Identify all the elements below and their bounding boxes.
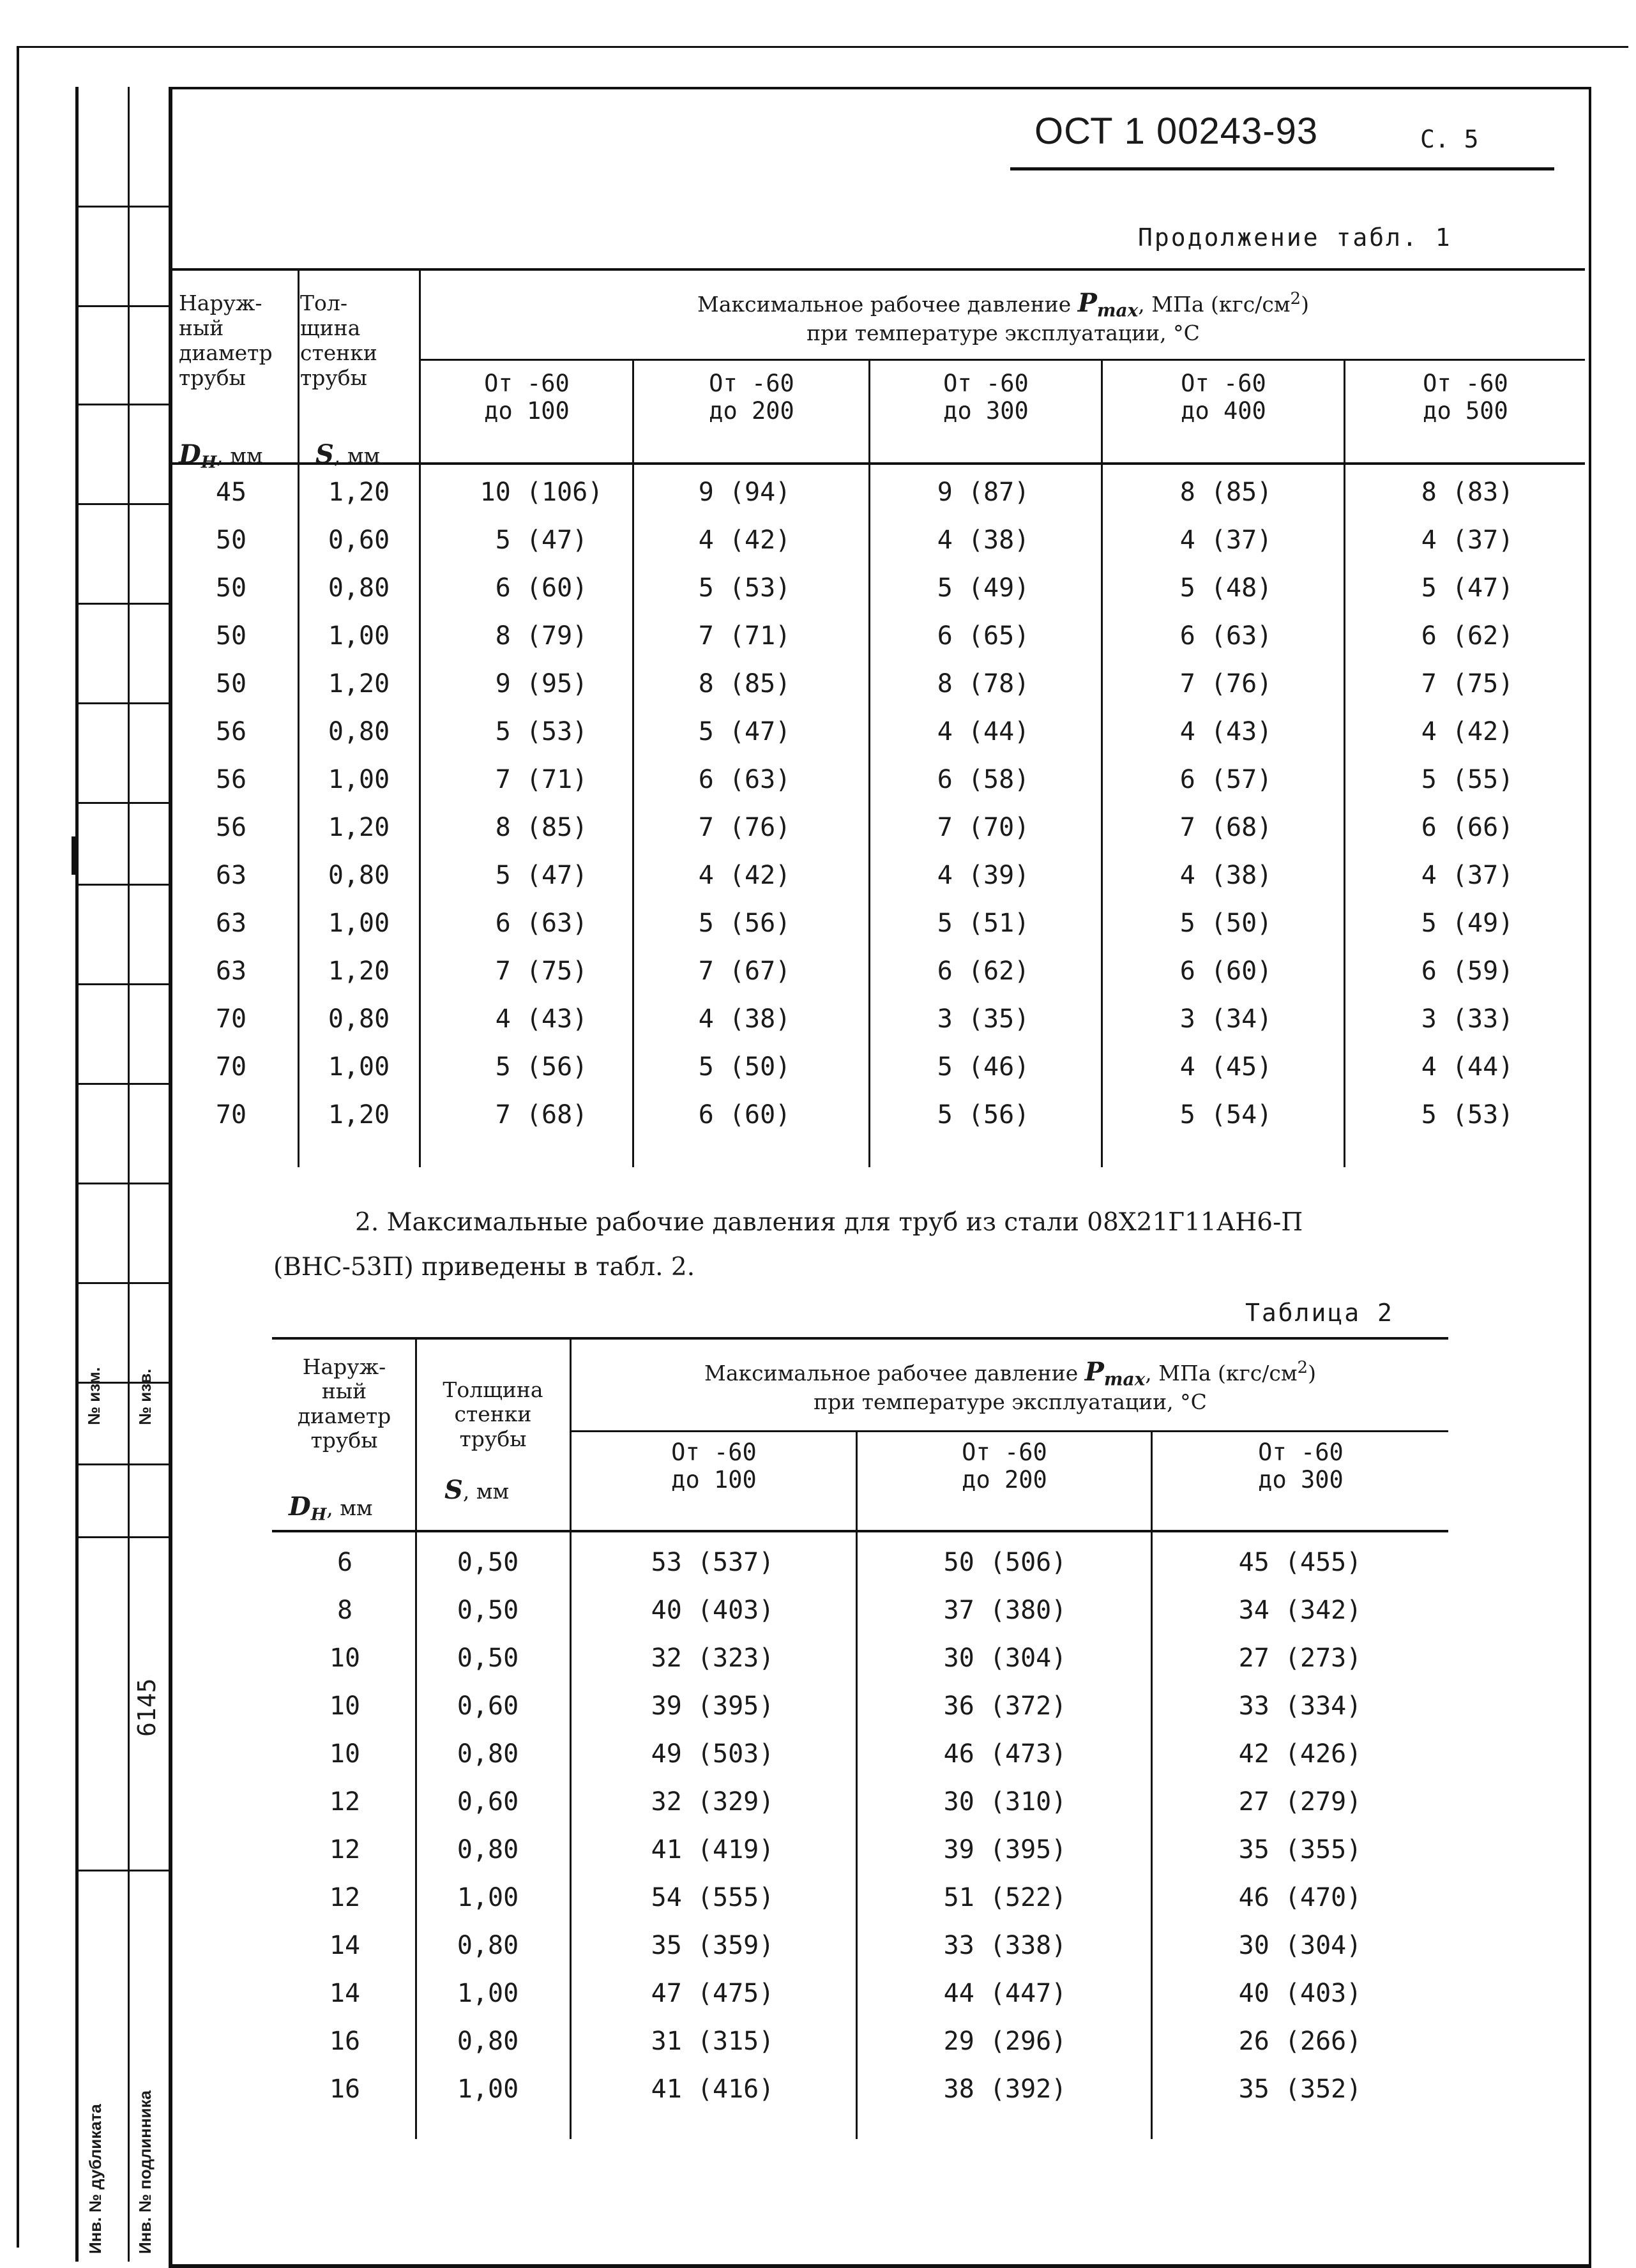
strip-separator (75, 1536, 169, 1538)
dh-subscript: H (310, 1505, 327, 1525)
table2-temp-rule (570, 1430, 1448, 1432)
table-cell: 6 (63) (698, 765, 791, 794)
table-cell: 12 (329, 1835, 361, 1864)
table-cell: 70 (215, 1052, 247, 1082)
strip-separator (75, 802, 169, 804)
table-cell: 7 (75) (495, 956, 588, 986)
table-cell: 16 (329, 2027, 361, 2056)
table-cell: 56 (215, 717, 247, 746)
table-cell: 54 (555) (651, 1883, 775, 1912)
table-cell: 33 (334) (1238, 1691, 1362, 1721)
table-cell: 7 (68) (495, 1100, 588, 1130)
strip-separator (75, 1870, 169, 1871)
document-code: ОСТ 1 00243-93 (1034, 110, 1319, 152)
table-cell: 4 (43) (1179, 717, 1273, 746)
table-cell: 6 (65) (937, 621, 1030, 651)
strip-separator (75, 206, 169, 208)
table-cell: 30 (304) (1238, 1931, 1362, 1960)
paragraph-line2: (ВНС-53П) приведены в табл. 2. (273, 1253, 695, 1281)
table-cell: 10 (329, 1739, 361, 1769)
table-cell: 4 (38) (1179, 861, 1273, 890)
table2-top-rule (272, 1337, 1448, 1340)
strip-separator (75, 1463, 169, 1465)
table-cell: 26 (266) (1238, 2027, 1362, 2056)
table-cell: 6 (60) (495, 573, 588, 603)
table-cell: 1,00 (328, 909, 390, 938)
strip-separator (75, 1083, 169, 1085)
table-cell: 0,60 (328, 525, 390, 555)
inv-podlinnika-label: Инв. № подлинника (135, 2090, 155, 2254)
table-cell: 5 (56) (698, 909, 791, 938)
table-cell: 0,50 (457, 1596, 519, 1625)
table-cell: 4 (42) (698, 861, 791, 890)
table-cell: 0,80 (328, 717, 390, 746)
table-cell: 1,00 (328, 1052, 390, 1082)
table2-header-rule (272, 1530, 1448, 1532)
table-cell: 8 (83) (1421, 478, 1514, 507)
table-cell: 12 (329, 1787, 361, 1817)
table1-col-line (1101, 359, 1103, 1167)
table-cell: 42 (426) (1238, 1739, 1362, 1769)
table-cell: 46 (470) (1238, 1883, 1362, 1912)
table-cell: 1,20 (328, 669, 390, 699)
table-cell: 5 (49) (937, 573, 1030, 603)
table-cell: 6 (60) (1179, 956, 1273, 986)
table-cell: 8 (78) (937, 669, 1030, 699)
table-cell: 7 (76) (698, 813, 791, 842)
table-cell: 5 (46) (937, 1052, 1030, 1082)
table-cell: 5 (48) (1179, 573, 1273, 603)
table-cell: 5 (47) (495, 861, 588, 890)
table-cell: 6 (58) (937, 765, 1030, 794)
s-symbol: S (444, 1475, 463, 1505)
table-cell: 1,00 (328, 765, 390, 794)
table-cell: 0,80 (328, 1004, 390, 1034)
table1-col-line (1344, 359, 1345, 1167)
unit-close: ) (1308, 1361, 1316, 1386)
izm-label: № изм. (84, 1367, 103, 1425)
table-cell: 4 (44) (1421, 1052, 1514, 1082)
dh-subscript: H (201, 453, 217, 472)
table1-col-diameter-header: Наруж- ный диаметр трубы (179, 291, 273, 390)
table-cell: 6 (60) (698, 1100, 791, 1130)
table2-col-line (570, 1337, 572, 2139)
table-cell: 5 (50) (698, 1052, 791, 1082)
table-cell: 12 (329, 1883, 361, 1912)
table-cell: 5 (50) (1179, 909, 1273, 938)
table-cell: 4 (45) (1179, 1052, 1273, 1082)
table1-temp-rule (419, 359, 1585, 361)
table-cell: 27 (279) (1238, 1787, 1362, 1817)
dh-symbol: D (179, 439, 201, 469)
table-cell: 4 (37) (1421, 525, 1514, 555)
table-cell: 4 (39) (937, 861, 1030, 890)
table-cell: 70 (215, 1004, 247, 1034)
table-cell: 40 (403) (651, 1596, 775, 1625)
dh-unit: , мм (326, 1495, 373, 1520)
table-cell: 63 (215, 956, 247, 986)
strip-separator (75, 1282, 169, 1284)
table-cell: 30 (310) (943, 1787, 1067, 1817)
table-cell: 5 (53) (698, 573, 791, 603)
pressure-label: Максимальное рабочее давление (697, 292, 1072, 317)
temperature-label: при температуре эксплуатации, (814, 1389, 1174, 1415)
table1-temp-header-100: От -60 до 100 (484, 370, 570, 425)
table-cell: 39 (395) (943, 1835, 1067, 1864)
table1-diameter-unit (179, 439, 263, 472)
table-cell: 0,80 (457, 2027, 519, 2056)
table-cell: 1,00 (457, 1979, 519, 2008)
table-cell: 4 (42) (1421, 717, 1514, 746)
table-cell: 3 (34) (1179, 1004, 1273, 1034)
table-cell: 35 (359) (651, 1931, 775, 1960)
table-cell: 39 (395) (651, 1691, 775, 1721)
table-cell: 5 (47) (698, 717, 791, 746)
table-cell: 0,50 (457, 1548, 519, 1577)
unit-superscript: 2 (1297, 1358, 1308, 1377)
table1-top-rule (171, 268, 1585, 271)
table-cell: 1,00 (457, 1883, 519, 1912)
table-cell: 63 (215, 861, 247, 890)
table-cell: 0,80 (328, 861, 390, 890)
table-cell: 3 (33) (1421, 1004, 1514, 1034)
table1-temp-header-300: От -60 до 300 (943, 370, 1029, 425)
temperature-unit: °C (1173, 321, 1200, 346)
table-cell: 51 (522) (943, 1883, 1067, 1912)
table-cell: 1,00 (457, 2075, 519, 2104)
table-cell: 50 (215, 525, 247, 555)
table-cell: 5 (56) (495, 1052, 588, 1082)
strip-separator (75, 404, 169, 405)
p-symbol: P (1084, 1357, 1104, 1387)
table-cell: 8 (337, 1596, 353, 1625)
unit-superscript: 2 (1290, 289, 1301, 308)
table-cell: 50 (215, 621, 247, 651)
table2-col-thickness-header: Толщина стенки трубы (443, 1377, 543, 1451)
table-cell: 46 (473) (943, 1739, 1067, 1769)
table-cell: 4 (37) (1179, 525, 1273, 555)
table-cell: 4 (43) (495, 1004, 588, 1034)
s-symbol: S (315, 439, 334, 469)
table-cell: 5 (53) (1421, 1100, 1514, 1130)
table-cell: 5 (55) (1421, 765, 1514, 794)
table-cell: 9 (95) (495, 669, 588, 699)
strip-separator (75, 1183, 169, 1184)
table1-header-rule (171, 462, 1585, 465)
table-cell: 16 (329, 2075, 361, 2104)
strip-separator (75, 305, 169, 307)
table-cell: 41 (416) (651, 2075, 775, 2104)
table-cell: 32 (323) (651, 1644, 775, 1673)
table-cell: 1,20 (328, 1100, 390, 1130)
table-cell: 14 (329, 1931, 361, 1960)
strip-separator (75, 503, 169, 505)
table-cell: 6 (62) (1421, 621, 1514, 651)
table-cell: 14 (329, 1979, 361, 2008)
table1-col-thickness-header: Тол- щина стенки трубы (300, 291, 377, 390)
izv-label: № изв. (135, 1368, 155, 1425)
p-subscript: max (1096, 299, 1139, 321)
dh-symbol: D (289, 1492, 311, 1522)
table-cell: 30 (304) (943, 1644, 1067, 1673)
pressure-unit: МПа (кгс/см (1151, 292, 1291, 317)
table-cell: 31 (315) (651, 2027, 775, 2056)
table-cell: 53 (537) (651, 1548, 775, 1577)
table1-col-line (632, 359, 634, 1167)
pressure-label: Максимальное рабочее давление (704, 1361, 1079, 1386)
table1-caption: Продолжение табл. 1 (1138, 223, 1452, 252)
table-cell: 70 (215, 1100, 247, 1130)
table-cell: 33 (338) (943, 1931, 1067, 1960)
table-cell: 4 (37) (1421, 861, 1514, 890)
table-cell: 40 (403) (1238, 1979, 1362, 2008)
pressure-unit: МПа (кгс/см (1158, 1361, 1298, 1386)
table-cell: 38 (392) (943, 2075, 1067, 2104)
table-cell: 6 (59) (1421, 956, 1514, 986)
table-cell: 0,60 (457, 1691, 519, 1721)
table-cell: 5 (54) (1179, 1100, 1273, 1130)
table2-thickness-unit (444, 1475, 509, 1505)
table-cell: 5 (53) (495, 717, 588, 746)
table-cell: 0,80 (457, 1931, 519, 1960)
pressure-header-line1: Максимальное рабочее давление $P_{max}$, МПа $(кгс/см^2)$ (697, 288, 1309, 321)
table-cell: 0,80 (328, 573, 390, 603)
strip-separator (75, 884, 169, 886)
table-cell: 1,20 (328, 956, 390, 986)
table-cell: 7 (68) (1179, 813, 1273, 842)
table-cell: 4 (38) (937, 525, 1030, 555)
table2-pressure-header (572, 1357, 1448, 1414)
table-cell: 49 (503) (651, 1739, 775, 1769)
table-cell: 6 (66) (1421, 813, 1514, 842)
table-cell: 9 (94) (698, 478, 791, 507)
table-cell: 10 (329, 1691, 361, 1721)
table-cell: 5 (49) (1421, 909, 1514, 938)
strip-separator (75, 983, 169, 985)
table-cell: 0,50 (457, 1644, 519, 1673)
table-cell: 7 (71) (698, 621, 791, 651)
table2-diameter-unit (289, 1492, 373, 1525)
table-cell: 32 (329) (651, 1787, 775, 1817)
table-cell: 9 (87) (937, 478, 1030, 507)
table-cell: 45 (455) (1238, 1548, 1362, 1577)
table2-col-line (1151, 1430, 1153, 2139)
table1-temp-header-500: От -60 до 500 (1423, 370, 1508, 425)
table-cell: 7 (67) (698, 956, 791, 986)
table-cell: 4 (42) (698, 525, 791, 555)
table-cell: 3 (35) (937, 1004, 1030, 1034)
strip-mark (72, 836, 75, 875)
p-symbol: P (1077, 288, 1097, 318)
table-cell: 50 (215, 669, 247, 699)
table-cell: 6 (63) (1179, 621, 1273, 651)
paragraph-line1: 2. Максимальные рабочие давления для труб из стали 08Х21Г11АН6-П (355, 1208, 1303, 1237)
pressure-header-line1: Максимальное рабочее давление $P_{max}$, МПа $(кгс/см^2)$ (704, 1357, 1316, 1390)
table-cell: 44 (447) (943, 1979, 1067, 2008)
table-cell: 1,00 (328, 621, 390, 651)
table-cell: 5 (51) (937, 909, 1030, 938)
table-cell: 36 (372) (943, 1691, 1067, 1721)
table1-col-line (298, 268, 299, 1167)
table-cell: 35 (352) (1238, 2075, 1362, 2104)
strip-number: 6145 (133, 1678, 161, 1737)
table-cell: 4 (38) (698, 1004, 791, 1034)
table-cell: 5 (47) (1421, 573, 1514, 603)
table-cell: 45 (215, 478, 247, 507)
table-cell: 63 (215, 909, 247, 938)
table-cell: 47 (475) (651, 1979, 775, 2008)
table-cell: 5 (47) (495, 525, 588, 555)
strip-separator (75, 603, 169, 605)
table1-pressure-header (421, 289, 1585, 345)
page-number: С. 5 (1420, 125, 1479, 153)
table1-temp-header-200: От -60 до 200 (709, 370, 794, 425)
table-cell: 4 (44) (937, 717, 1030, 746)
table-cell: 6 (62) (937, 956, 1030, 986)
pressure-header-line2 (572, 1390, 1448, 1414)
table2-temp-header-200: От -60 до 200 (962, 1439, 1047, 1493)
table-cell: 6 (57) (1179, 765, 1273, 794)
table-cell: 56 (215, 813, 247, 842)
table-cell: 27 (273) (1238, 1644, 1362, 1673)
table-cell: 1,20 (328, 478, 390, 507)
table-cell: 6 (337, 1548, 353, 1577)
table-cell: 10 (106) (480, 478, 603, 507)
table-cell: 7 (71) (495, 765, 588, 794)
dh-unit: , мм (216, 443, 263, 468)
table-cell: 7 (70) (937, 813, 1030, 842)
table-cell: 7 (76) (1179, 669, 1273, 699)
side-strip-divider (128, 87, 130, 2262)
table-cell: 6 (63) (495, 909, 588, 938)
table-cell: 10 (329, 1644, 361, 1673)
table1-thickness-unit (315, 439, 380, 469)
table-cell: 29 (296) (943, 2027, 1067, 2056)
pressure-header-line2 (421, 321, 1585, 345)
table1-col-line (419, 268, 421, 1167)
table2-col-line (856, 1430, 858, 2139)
temperature-unit: °C (1180, 1389, 1207, 1415)
table-cell: 34 (342) (1238, 1596, 1362, 1625)
table-cell: 41 (419) (651, 1835, 775, 1864)
table-cell: 8 (85) (698, 669, 791, 699)
table-cell: 0,60 (457, 1787, 519, 1817)
unit-close: ) (1301, 292, 1309, 317)
left-side-strip (75, 87, 172, 2262)
code-underline (1010, 167, 1554, 170)
table2-temp-header-100: От -60 до 100 (671, 1439, 757, 1493)
table-cell: 5 (56) (937, 1100, 1030, 1130)
table-cell: 0,80 (457, 1835, 519, 1864)
strip-separator (75, 702, 169, 704)
table-cell: 8 (85) (1179, 478, 1273, 507)
table-cell: 8 (79) (495, 621, 588, 651)
table2-col-line (415, 1337, 417, 2139)
table-cell: 56 (215, 765, 247, 794)
table1-temp-header-400: От -60 до 400 (1181, 370, 1266, 425)
table-cell: 7 (75) (1421, 669, 1514, 699)
table-cell: 1,20 (328, 813, 390, 842)
table-cell: 50 (506) (943, 1548, 1067, 1577)
table-cell: 50 (215, 573, 247, 603)
s-unit: , мм (333, 443, 381, 468)
table2-temp-header-300: От -60 до 300 (1258, 1439, 1344, 1493)
table-cell: 37 (380) (943, 1596, 1067, 1625)
inv-dublikata-label: Инв. № дубликата (86, 2104, 105, 2254)
table2-caption: Таблица 2 (1245, 1299, 1394, 1327)
table-cell: 35 (355) (1238, 1835, 1362, 1864)
table-cell: 0,80 (457, 1739, 519, 1769)
table1-col-line (868, 359, 870, 1167)
table-cell: 8 (85) (495, 813, 588, 842)
table2-col-diameter-header: Наруж- ный диаметр трубы (297, 1354, 391, 1453)
p-subscript: max (1103, 1368, 1146, 1390)
temperature-label: при температуре эксплуатации, (807, 321, 1167, 346)
s-unit: , мм (462, 1479, 510, 1504)
